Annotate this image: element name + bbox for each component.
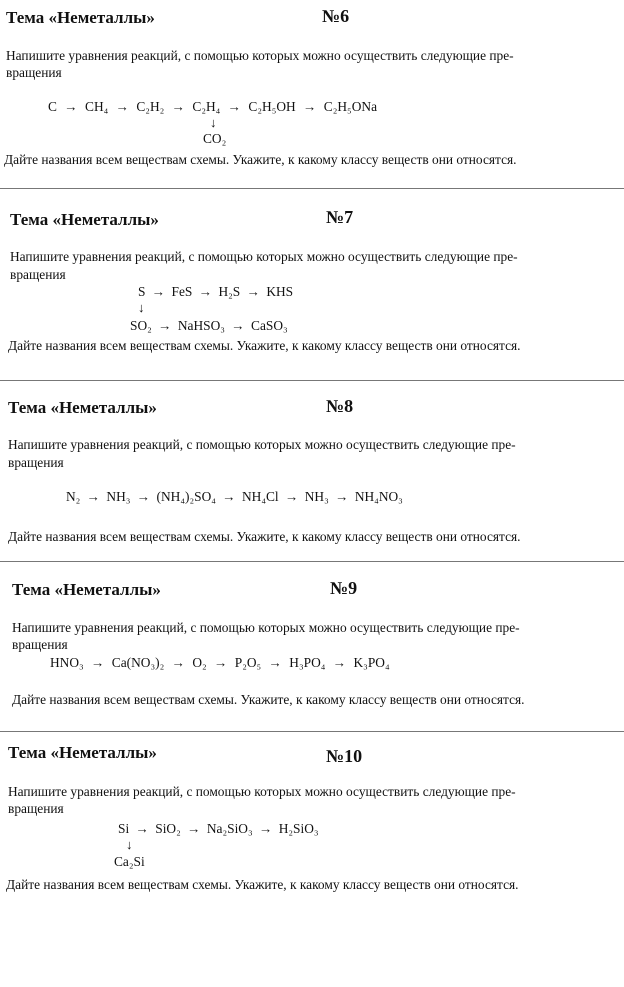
question-text: Дайте названия всем веществам схемы. Укажите, к какому классу веществ они относятся. xyxy=(8,338,521,353)
down-arrow: ↓ xyxy=(138,300,145,315)
reaction-scheme: HNO₃ → Ca(NO₃)₂ → O₂ → P₂O₅ → H₃PO₄ → K₃PO₄ xyxy=(50,655,390,670)
cut-line xyxy=(0,380,624,381)
reaction-scheme: C → CH₄ → C₂H₂ → C₂H₄ → C₂H₅OH → C₂H₅ONa xyxy=(48,99,378,114)
card-title: Тема «Неметаллы» xyxy=(10,210,159,229)
card-number: №6 xyxy=(322,6,350,26)
cut-line xyxy=(0,188,624,189)
question-text: Дайте названия всем веществам схемы. Укажите, к какому классу веществ они относятся. xyxy=(8,529,521,544)
task-line-2: вращения xyxy=(6,65,62,80)
question-text: Дайте названия всем веществам схемы. Укажите, к какому классу веществ они относятся. xyxy=(12,692,525,707)
card-10 xyxy=(0,733,624,933)
question-text: Дайте названия всем веществам схемы. Укажите, к какому классу веществ они относятся. xyxy=(6,877,519,892)
reaction-scheme: S → FeS → H₂S → KHS xyxy=(138,284,294,299)
card-title: Тема «Неметаллы» xyxy=(8,743,157,762)
task-line-1: Напишите уравнения реакций, с помощью которых можно осуществить следующие пре- xyxy=(6,48,514,63)
reaction-scheme: N₂ → NH₃ → (NH₄)₂SO₄ → NH₄Cl → NH₃ → NH₄NO₃ xyxy=(66,489,403,504)
task-line-1: Напишите уравнения реакций, с помощью которых можно осуществить следующие пре- xyxy=(8,437,516,452)
reaction-scheme-second: SO₂ → NaHSO₃ → CaSO₃ xyxy=(130,318,288,333)
card-title: Тема «Неметаллы» xyxy=(6,8,155,27)
task-line-2: вращения xyxy=(10,267,66,282)
cut-line xyxy=(0,731,624,732)
card-number: №7 xyxy=(326,207,354,227)
card-6 xyxy=(0,0,624,190)
task-line-1: Напишите уравнения реакций, с помощью которых можно осуществить следующие пре- xyxy=(8,784,516,799)
task-line-1: Напишите уравнения реакций, с помощью которых можно осуществить следующие пре- xyxy=(12,620,520,635)
card-7 xyxy=(0,190,624,380)
card-8 xyxy=(0,382,624,562)
card-number: №10 xyxy=(326,746,363,766)
down-arrow: ↓ xyxy=(126,837,133,852)
card-number: №8 xyxy=(326,396,354,416)
reaction-scheme: Si → SiO₂ → Na₂SiO₃ → H₂SiO₃ xyxy=(118,821,319,836)
card-title: Тема «Неметаллы» xyxy=(12,580,161,599)
task-line-2: вращения xyxy=(8,455,64,470)
task-line-2: вращения xyxy=(12,637,68,652)
question-text: Дайте названия всем веществам схемы. Укажите, к какому классу веществ они относятся. xyxy=(4,152,517,167)
down-arrow: ↓ xyxy=(210,115,217,130)
card-9 xyxy=(0,563,624,733)
branch-product: Ca₂Si xyxy=(114,854,145,869)
branch-product: CO₂ xyxy=(203,131,227,146)
cut-line xyxy=(0,561,624,562)
task-line-2: вращения xyxy=(8,801,64,816)
task-line-1: Напишите уравнения реакций, с помощью которых можно осуществить следующие пре- xyxy=(10,249,518,264)
card-title: Тема «Неметаллы» xyxy=(8,398,157,417)
card-number: №9 xyxy=(330,578,358,598)
